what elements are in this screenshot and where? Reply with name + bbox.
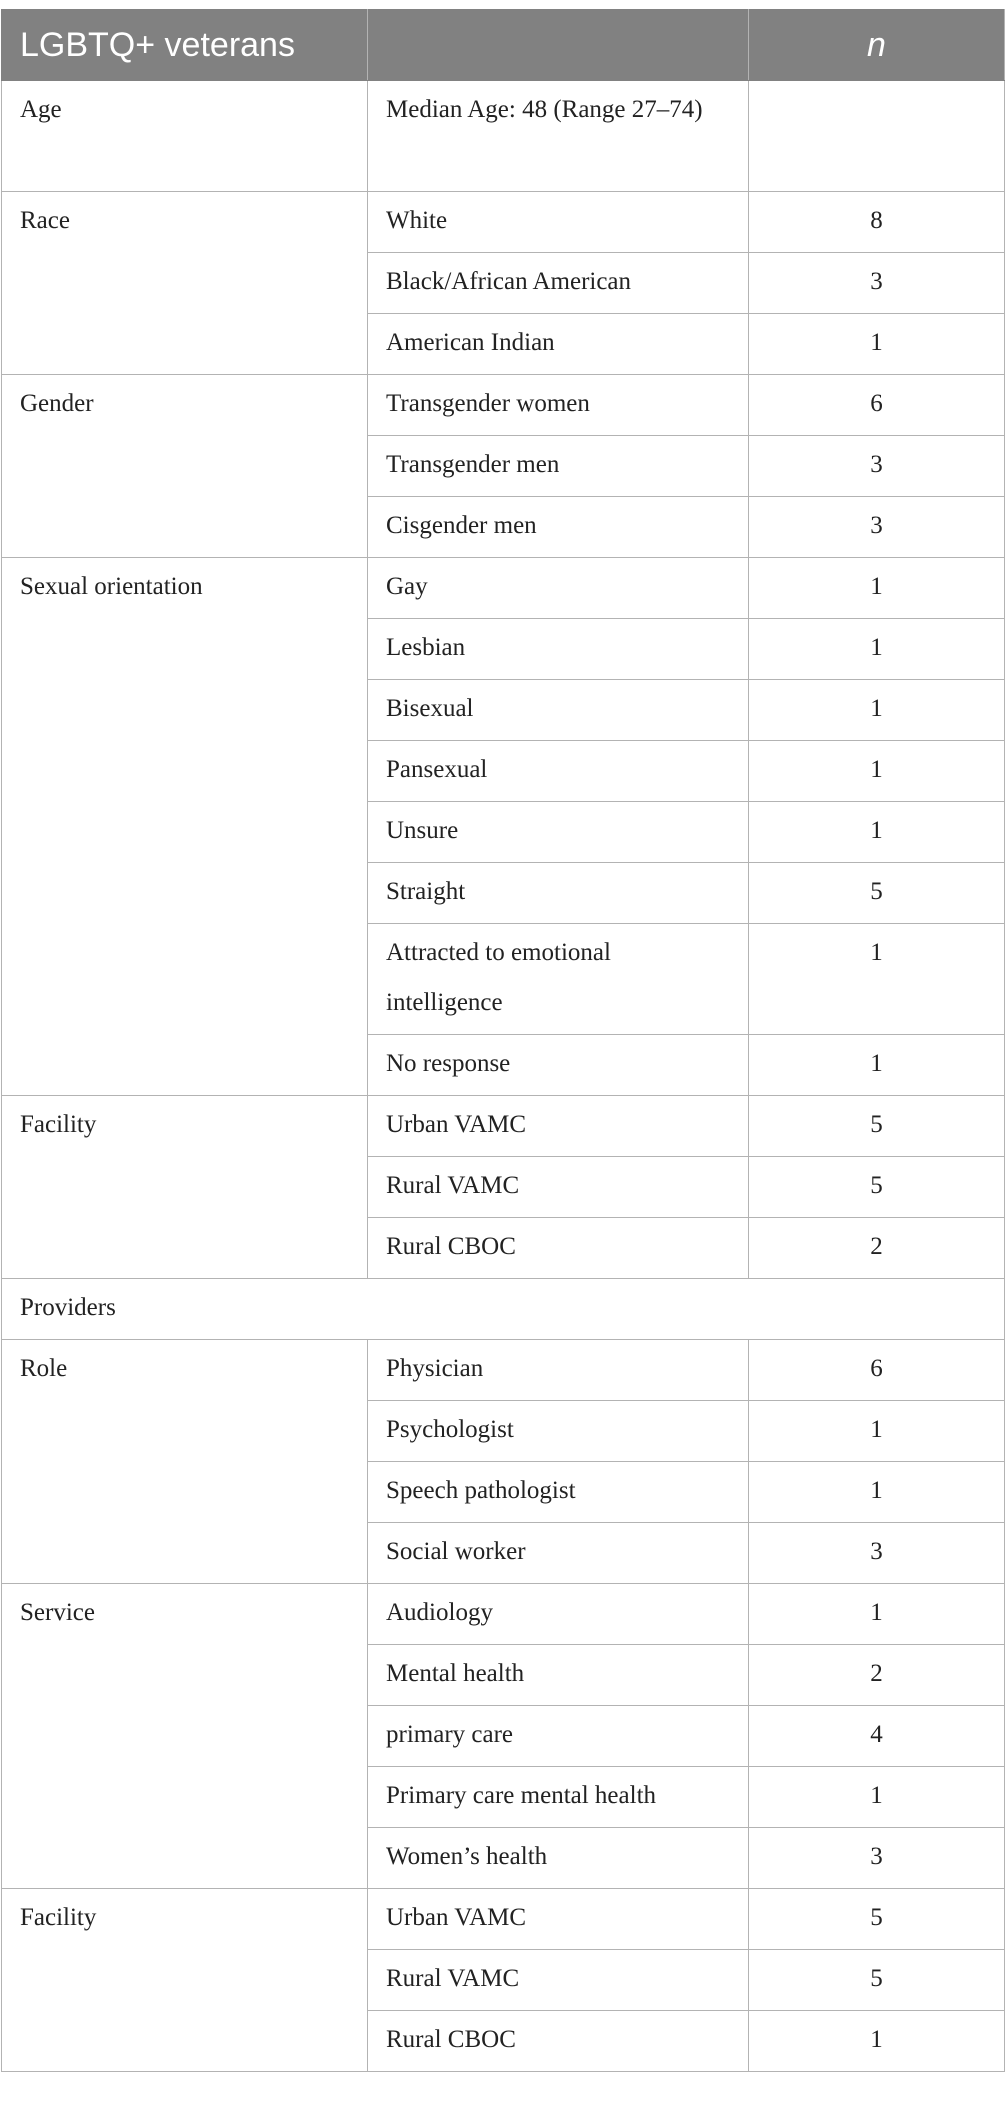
- demographics-table: [1, 9, 1005, 2072]
- n-header: n: [749, 10, 1005, 81]
- item-label-cell: No response: [368, 1035, 749, 1096]
- count-cell: 1: [749, 802, 1005, 863]
- count-cell: 1: [749, 1401, 1005, 1462]
- item-label-cell: Transgender women: [368, 375, 749, 436]
- table-row: [2, 1340, 1005, 1401]
- count-cell: 1: [749, 680, 1005, 741]
- item-label-cell: Unsure: [368, 802, 749, 863]
- item-label-cell: Rural CBOC: [368, 1218, 749, 1279]
- count-cell: 1: [749, 558, 1005, 619]
- category-cell: Facility: [2, 1096, 368, 1279]
- table-row: [2, 192, 1005, 253]
- category-cell: Sexual orientation: [2, 558, 368, 1096]
- count-cell: 3: [749, 1828, 1005, 1889]
- section-row: [2, 1279, 1005, 1340]
- item-label-cell: Mental health: [368, 1645, 749, 1706]
- item-label-cell: Rural VAMC: [368, 1950, 749, 2011]
- count-cell: 5: [749, 1096, 1005, 1157]
- count-cell: 1: [749, 1462, 1005, 1523]
- item-label-cell: Women’s health: [368, 1828, 749, 1889]
- item-label-cell: Gay: [368, 558, 749, 619]
- table-row: [2, 1096, 1005, 1157]
- item-label-cell: Bisexual: [368, 680, 749, 741]
- table-body: [2, 81, 1005, 2072]
- item-label-cell: Urban VAMC: [368, 1889, 749, 1950]
- count-cell: 1: [749, 2011, 1005, 2072]
- item-label-cell: Rural VAMC: [368, 1157, 749, 1218]
- item-label-cell: primary care: [368, 1706, 749, 1767]
- category-cell: Role: [2, 1340, 368, 1584]
- table-header-row: [2, 10, 1005, 81]
- item-label-cell: Speech pathologist: [368, 1462, 749, 1523]
- item-label-cell: Black/African American: [368, 253, 749, 314]
- item-label-cell: Rural CBOC: [368, 2011, 749, 2072]
- count-cell: 5: [749, 1950, 1005, 2011]
- count-cell: 1: [749, 1035, 1005, 1096]
- category-cell: Facility: [2, 1889, 368, 2072]
- count-cell: 2: [749, 1645, 1005, 1706]
- count-cell: 5: [749, 1889, 1005, 1950]
- count-cell: 8: [749, 192, 1005, 253]
- count-cell: [749, 81, 1005, 192]
- count-cell: 1: [749, 314, 1005, 375]
- item-label-cell: Urban VAMC: [368, 1096, 749, 1157]
- count-cell: 1: [749, 619, 1005, 680]
- count-cell: 6: [749, 375, 1005, 436]
- table-row: [2, 81, 1005, 192]
- count-cell: 4: [749, 1706, 1005, 1767]
- table-row: [2, 1584, 1005, 1645]
- item-label-cell: American Indian: [368, 314, 749, 375]
- category-cell: Age: [2, 81, 368, 192]
- item-label-cell: Social worker: [368, 1523, 749, 1584]
- empty-header: [368, 10, 749, 81]
- table-row: [2, 375, 1005, 436]
- section-label: Providers: [2, 1279, 1005, 1340]
- item-label-cell: Audiology: [368, 1584, 749, 1645]
- table-row: [2, 558, 1005, 619]
- count-cell: 2: [749, 1218, 1005, 1279]
- item-label-cell: Cisgender men: [368, 497, 749, 558]
- table-row: [2, 1889, 1005, 1950]
- count-cell: 3: [749, 436, 1005, 497]
- count-cell: 1: [749, 924, 1005, 1035]
- category-cell: Race: [2, 192, 368, 375]
- item-label-cell: Pansexual: [368, 741, 749, 802]
- item-label-cell: Physician: [368, 1340, 749, 1401]
- item-label-cell: Primary care mental health: [368, 1767, 749, 1828]
- item-label-cell: White: [368, 192, 749, 253]
- count-cell: 3: [749, 1523, 1005, 1584]
- item-label-cell: Transgender men: [368, 436, 749, 497]
- item-label-cell: Median Age: 48 (Range 27–74): [368, 81, 749, 192]
- item-label-cell: Straight: [368, 863, 749, 924]
- item-label-cell: Psychologist: [368, 1401, 749, 1462]
- count-cell: 6: [749, 1340, 1005, 1401]
- count-cell: 3: [749, 253, 1005, 314]
- category-cell: Service: [2, 1584, 368, 1889]
- count-cell: 5: [749, 1157, 1005, 1218]
- item-label-cell: Attracted to emotional intelligence: [368, 924, 749, 1035]
- count-cell: 5: [749, 863, 1005, 924]
- count-cell: 1: [749, 1767, 1005, 1828]
- count-cell: 1: [749, 1584, 1005, 1645]
- count-cell: 3: [749, 497, 1005, 558]
- count-cell: 1: [749, 741, 1005, 802]
- category-cell: Gender: [2, 375, 368, 558]
- item-label-cell: Lesbian: [368, 619, 749, 680]
- group-header: LGBTQ+ veterans: [2, 10, 368, 81]
